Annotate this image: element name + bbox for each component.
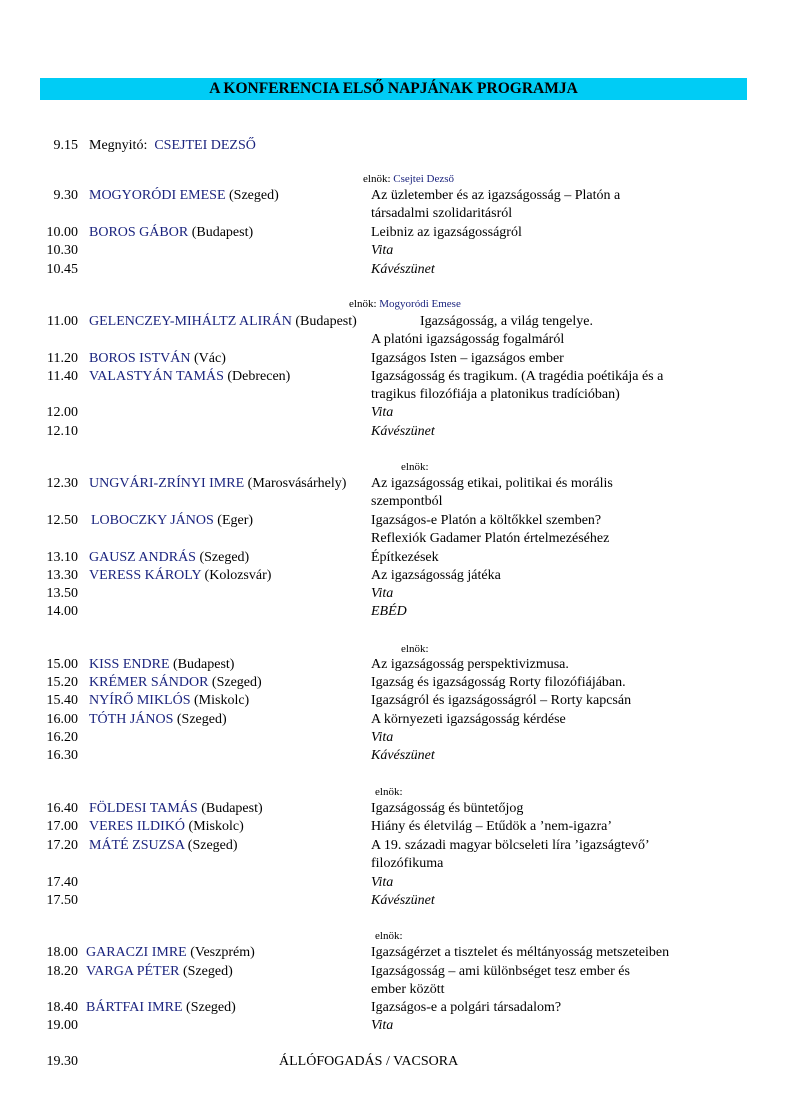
break-label: Kávészünet	[371, 262, 435, 277]
speaker-name: VALASTYÁN TAMÁS	[89, 369, 224, 384]
opening-speaker: CSEJTEI DEZSŐ	[154, 138, 256, 153]
speaker	[91, 512, 253, 530]
speaker-name: FÖLDESI TAMÁS	[89, 801, 198, 816]
speaker-name: UNGVÁRI-ZRÍNYI IMRE	[89, 476, 245, 491]
speaker-city: (Miskolc)	[188, 819, 244, 834]
time-label: 18.20	[46, 964, 78, 979]
talk-title-line2: társadalmi szolidaritásról	[371, 206, 513, 221]
break-label: Vita	[371, 405, 394, 420]
talk-title: Igazságról és igazságosságról – Rorty kapcsán	[371, 693, 632, 708]
chair-label: elnök:	[375, 930, 403, 942]
speaker-name: TÓTH JÁNOS	[89, 712, 174, 727]
speaker-name: KISS ENDRE	[89, 657, 170, 672]
time-label: 11.20	[47, 351, 78, 366]
speaker-city: (Budapest)	[191, 225, 254, 240]
speaker	[89, 800, 263, 818]
speaker	[89, 711, 227, 729]
speaker-name: GAUSZ ANDRÁS	[89, 550, 196, 565]
time-label: 9.30	[53, 188, 78, 203]
time-label: 13.10	[46, 550, 78, 565]
speaker-city: (Szeged)	[187, 838, 238, 853]
speaker-name: KRÉMER SÁNDOR	[89, 675, 209, 690]
speaker	[89, 692, 249, 710]
time-label: 17.40	[46, 875, 78, 890]
time-label: 12.50	[46, 513, 78, 528]
speaker-name: MOGYORÓDI EMESE	[89, 188, 226, 203]
break-label: Vita	[371, 586, 394, 601]
time-label: 19.30	[46, 1054, 78, 1069]
speaker-city: (Miskolc)	[194, 693, 250, 708]
opening-label: Megnyitó:	[89, 138, 148, 153]
talk-title: A 19. századi magyar bölcseleti líra ’igazságtevő’	[371, 838, 650, 853]
break-label: Vita	[371, 243, 394, 258]
talk-title: Az igazságosság játéka	[371, 568, 501, 583]
chair-name: Mogyoródi Emese	[379, 298, 461, 310]
speaker-city: (Debrecen)	[227, 369, 291, 384]
session-chair	[375, 929, 403, 943]
speaker	[89, 224, 253, 242]
speaker	[89, 313, 357, 331]
opening-text	[89, 137, 256, 155]
speaker	[89, 368, 290, 386]
talk-title: Igazság és igazságosság Rorty filozófiájában.	[371, 675, 626, 690]
talk-title: Igazságosság, a világ tengelye.	[420, 314, 593, 329]
page-title: A KONFERENCIA ELSŐ NAPJÁNAK PROGRAMJA	[40, 78, 747, 100]
speaker-city: (Szeged)	[182, 964, 233, 979]
time-label: 12.10	[46, 424, 78, 439]
talk-title-line2: Reflexiók Gadamer Platón értelmezéséhez	[371, 531, 610, 546]
talk-title: Igazságos-e a polgári társadalom?	[371, 1000, 562, 1015]
speaker-city: (Szeged)	[229, 188, 279, 203]
speaker	[89, 549, 249, 567]
speaker	[89, 837, 238, 855]
break-label: EBÉD	[371, 604, 407, 619]
talk-title-line2: tragikus filozófiája a platonikus tradícióban)	[371, 387, 620, 402]
speaker-name: LOBOCZKY JÁNOS	[91, 513, 214, 528]
break-label: Vita	[371, 730, 394, 745]
speaker	[89, 187, 279, 205]
talk-title: Igazságérzet a tisztelet és méltányosság metszeteiben	[371, 945, 670, 960]
speaker-city: (Budapest)	[173, 657, 235, 672]
speaker	[89, 567, 271, 585]
speaker-name: BOROS ISTVÁN	[89, 351, 191, 366]
talk-title: Építkezések	[371, 550, 439, 565]
time-label: 15.20	[46, 675, 78, 690]
time-label: 11.00	[47, 314, 78, 329]
time-label: 16.40	[46, 801, 78, 816]
time-label: 14.00	[46, 604, 78, 619]
session-chair	[375, 785, 403, 799]
time-label: 10.00	[46, 225, 78, 240]
time-label: 15.00	[46, 657, 78, 672]
time-label: 13.50	[46, 586, 78, 601]
speaker-name: NYÍRŐ MIKLÓS	[89, 693, 191, 708]
break-label: Kávészünet	[371, 424, 435, 439]
speaker-city: (Szeged)	[186, 1000, 236, 1015]
speaker-name: BOROS GÁBOR	[89, 225, 189, 240]
speaker	[89, 475, 346, 493]
time-label: 10.30	[46, 243, 78, 258]
talk-title: Igazságosság és büntetőjog	[371, 801, 524, 816]
speaker	[89, 818, 244, 836]
speaker-city: (Szeged)	[211, 675, 262, 690]
speaker-city: (Marosvásárhely)	[247, 476, 347, 491]
speaker-city: (Vác)	[194, 351, 226, 366]
time-label: 18.00	[46, 945, 78, 960]
talk-title: Leibniz az igazságosságról	[371, 225, 522, 240]
time-label: 16.30	[46, 748, 78, 763]
speaker-name: VARGA PÉTER	[86, 964, 180, 979]
speaker-name: VERES ILDIKÓ	[89, 819, 186, 834]
speaker-name: GARACZI IMRE	[86, 945, 187, 960]
time-label: 12.00	[46, 405, 78, 420]
closing-label: ÁLLÓFOGADÁS / VACSORA	[279, 1054, 459, 1069]
speaker-name: BÁRTFAI IMRE	[86, 1000, 183, 1015]
speaker-city: (Veszprém)	[190, 945, 255, 960]
time-label: 19.00	[46, 1018, 78, 1033]
speaker-name: VERESS KÁROLY	[89, 568, 202, 583]
chair-name: Csejtei Dezső	[393, 173, 455, 185]
session-chair	[401, 460, 429, 474]
speaker-city: (Kolozsvár)	[204, 568, 272, 583]
speaker-city: (Budapest)	[201, 801, 263, 816]
time-label: 16.00	[46, 712, 78, 727]
talk-title: Igazságos Isten – igazságos ember	[371, 351, 564, 366]
session-chair	[363, 172, 454, 186]
talk-title: Az üzletember és az igazságosság – Platón a	[371, 188, 621, 203]
talk-title: Hiány és életvilág – Etűdök a ’nem-igazra’	[371, 819, 613, 834]
time-label: 11.40	[47, 369, 78, 384]
break-label: Kávészünet	[371, 748, 435, 763]
talk-title-line2: A platóni igazságosság fogalmáról	[371, 332, 565, 347]
talk-title: Az igazságosság perspektivizmusa.	[371, 657, 569, 672]
talk-title: Igazságos-e Platón a költőkkel szemben?	[371, 513, 602, 528]
time-label: 12.30	[46, 476, 78, 491]
chair-label: elnök:	[349, 298, 377, 310]
speaker-city: (Eger)	[217, 513, 254, 528]
time-label: 15.40	[46, 693, 78, 708]
time-label: 17.50	[46, 893, 78, 908]
time-label: 18.40	[46, 1000, 78, 1015]
speaker	[89, 350, 226, 368]
session-chair	[401, 642, 429, 656]
time-label: 17.00	[46, 819, 78, 834]
talk-title: Az igazságosság etikai, politikai és morális	[371, 476, 613, 491]
speaker	[89, 674, 262, 692]
chair-label: elnök:	[363, 173, 391, 185]
time-label: 13.30	[46, 568, 78, 583]
talk-title-line2: szempontból	[371, 494, 443, 509]
talk-title: Igazságosság és tragikum. (A tragédia poétikája és a	[371, 369, 664, 384]
chair-label: elnök:	[375, 786, 403, 798]
time-label: 9.15	[53, 138, 78, 153]
break-label: Vita	[371, 875, 394, 890]
time-label: 16.20	[46, 730, 78, 745]
talk-title-line2: ember között	[371, 982, 445, 997]
talk-title: A környezeti igazságosság kérdése	[371, 712, 566, 727]
speaker	[86, 999, 236, 1017]
break-label: Vita	[371, 1018, 394, 1033]
speaker	[86, 963, 233, 981]
speaker	[86, 944, 255, 962]
session-chair	[349, 297, 461, 311]
speaker-city: (Szeged)	[199, 550, 250, 565]
speaker-name: MÁTÉ ZSUZSA	[89, 838, 185, 853]
talk-title-line2: filozófikuma	[371, 856, 444, 871]
time-label: 10.45	[46, 262, 78, 277]
talk-title: Igazságosság – ami különbséget tesz ember és	[371, 964, 630, 979]
speaker	[89, 656, 234, 674]
speaker-name: GELENCZEY-MIHÁLTZ ALIRÁN	[89, 314, 292, 329]
chair-label: elnök:	[401, 461, 429, 473]
break-label: Kávészünet	[371, 893, 435, 908]
speaker-city: (Budapest)	[295, 314, 357, 329]
speaker-city: (Szeged)	[176, 712, 227, 727]
time-label: 17.20	[46, 838, 78, 853]
chair-label: elnök:	[401, 643, 429, 655]
